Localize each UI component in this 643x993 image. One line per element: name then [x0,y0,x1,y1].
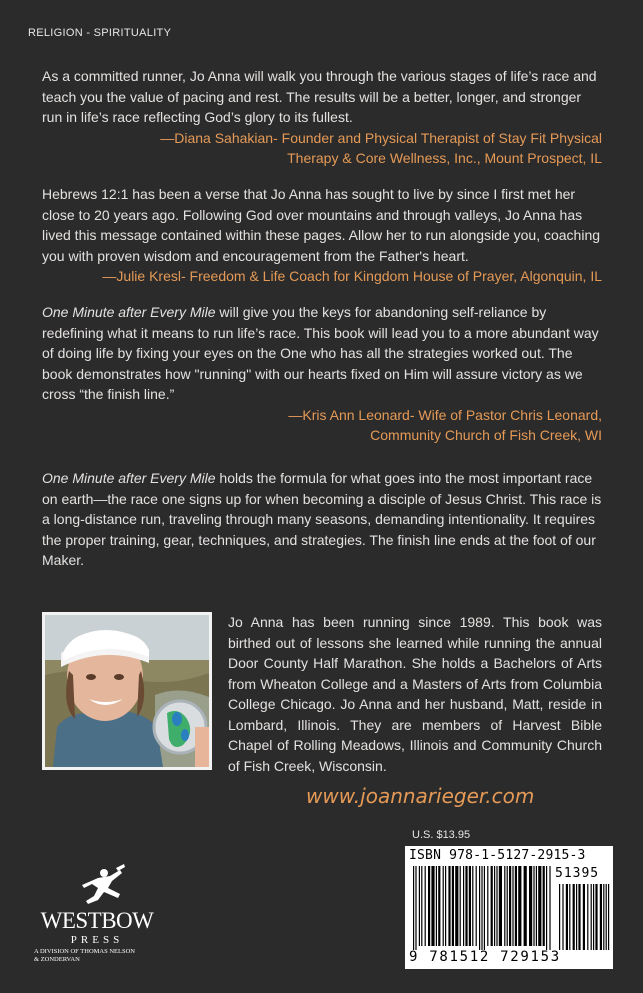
endorsement-text [42,302,602,405]
publisher-name: WESTBOW [40,908,154,933]
book-title: One Minute after Every Mile [42,470,216,486]
description-text [42,468,602,571]
endorsement-3 [42,302,602,446]
isbn-barcode [405,846,613,969]
book-title: One Minute after Every Mile [42,304,216,320]
endorsement-2 [42,184,602,287]
endorsement-body: will give you the keys for abandoning self-reliance by redefining what it means to run life’s race. This book will lead you to a more abundant way of doing life by fixing your eyes on the One who has all the strategies worked out. The book demonstrates how "running" with our hearts fixed on Him will assure victory as we cross “the finish line.” [42,304,599,402]
author-website[interactable]: www.joannarieger.com [306,784,535,808]
publisher-division [34,948,164,964]
runner-icon [28,864,166,908]
endorsement-1 [42,66,602,169]
endorsement-text: Hebrews 12:1 has been a verse that Jo Anna has sought to live by since I first met her close to 20 years ago. Following God over mountains and through valleys, Jo Anna has lived this message contained within these pages. Allow her to run alongside you, coaching you with proven wisdom and encouragement from the Father's heart. [42,186,601,264]
attribution-line: —Julie Kresl- Freedom & Life Coach for Kingdom House of Prayer, Algonquin, IL [102,268,602,284]
division-line: A DIVISION OF THOMAS NELSON [34,948,135,955]
publisher-sub: PRESS [70,934,124,946]
isbn-digits: 9 781512 729153 [409,949,561,965]
attribution-line: Therapy & Core Wellness, Inc., Mount Prospect, IL [287,150,602,166]
endorsement-attribution [42,128,602,169]
isbn-label: ISBN 978-1-5127-2915-3 [409,848,586,863]
attribution-line: Community Church of Fish Creek, WI [370,427,602,443]
division-line: & ZONDERVAN [34,956,80,963]
addon-code: 51395 [555,866,600,881]
book-description [42,468,602,571]
price-label: U.S. $13.95 [412,829,471,841]
endorsement-attribution [42,405,602,446]
category-label: RELIGION - SPIRITUALITY [28,27,172,39]
author-bio: Jo Anna has been running since 1989. This book was birthed out of lessons she learned while running the annual Door County Half Marathon. She holds a Bachelors of Arts from Wheaton College and a Masters of Arts from Columbia College Chicago. Jo Anna and her husband, Matt, reside in Lombard, Illinois. They are members of Harvest Bible Chapel of Rolling Meadows, Illinois and Community Church of Fish Creek, Wisconsin. [228,614,602,774]
publisher-logo [28,864,166,974]
attribution-line: —Kris Ann Leonard- Wife of Pastor Chris Leonard, [288,406,602,423]
endorsement-text: As a committed runner, Jo Anna will walk you through the various stages of life’s race and teach you the value of pacing and rest. The results will be a better, longer, and stronger run in life’s race reflecting God’s glory to its fullest. [42,68,597,125]
attribution-line: —Diana Sahakian- Founder and Physical Therapist of Stay Fit Physical [160,129,602,146]
description-body: holds the formula for what goes into the most important race on earth—the race one signs up for when becoming a disciple of Jesus Christ. This race is a long-distance run, traveling through many seasons, demanding intentionality. It requires the proper training, gear, techniques, and strategies. The finish line ends at the foot of our Maker. [42,470,602,568]
author-photo [42,612,212,770]
endorsement-attribution [42,266,602,287]
